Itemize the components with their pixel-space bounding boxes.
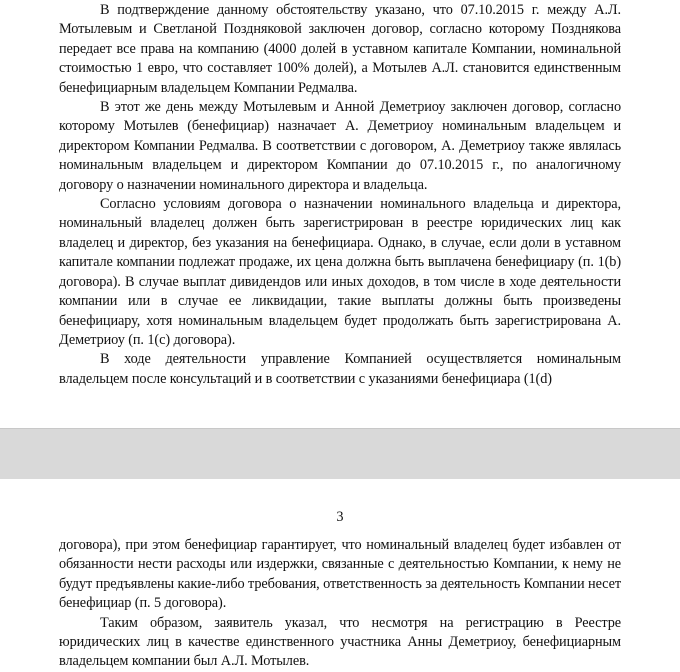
page-separator	[0, 428, 680, 480]
page-text-block	[59, 1, 621, 389]
page-number: 3	[336, 509, 344, 525]
paragraph: Таким образом, заявитель указал, что несмотря на регистрацию в Реестре юридических лиц в качестве единственного участника Анны Деметриоу, бенефициарным владельцем компании был А.Л. Мотылев.	[59, 614, 621, 670]
page-text-block	[59, 536, 621, 672]
paragraph: В ходе деятельности управление Компанией осуществляется номинальным владельцем после консультаций и в соответствии с указаниями бенефициара (1(d)	[59, 351, 621, 387]
document-page-bottom	[0, 479, 680, 670]
paragraph: Согласно условиям договора о назначении номинального владельца и директора, номинальный владелец должен быть зарегистрирован в реестре юридических лиц как владелец и директор, без указания на бенефициара. Однако, в случае, если доли в уставном капитале компании подлежат продаже, их цена должна быть выплачена бенефициару (п. 1(b) договора). В случае выплат дивидендов или иных доходов, в том числе в ходе деятельности компании или в случае ее ликвидации, такие выплаты должны быть произведены бенефициару, хотя номинальным владельцем будет продолжать быть зарегистрирована А. Деметриоу (п. 1(с) договора).	[59, 196, 621, 348]
paragraph: договора), при этом бенефициар гарантирует, что номинальный владелец будет избавлен от обязанности нести расходы или издержки, связанные с деятельностью Компании, к нему не будут предъявлены какие-либо требования, ответственность за деятельность Компании несет бенефициар (п. 5 договора).	[59, 537, 621, 612]
paragraph: В подтверждение данному обстоятельству указано, что 07.10.2015 г. между А.Л. Мотылевым и Светланой Поздняковой заключен договор, согласно которому Позднякова передает все права на компанию (4000 долей в уставном капитале Компании, номинальной стоимостью 1 евро, что составляет 100% долей), а Мотылев А.Л. становится единственным бенефициарным владельцем Компании Редмалва.	[59, 2, 621, 96]
paragraph: В этот же день между Мотылевым и Анной Деметриоу заключен договор, согласно которому Мотылев (бенефициар) назначает А. Деметриоу номинальным владельцем и директором Компании Редмалва. В соответствии с договором, А. Деметриоу также являлась номинальным владельцем и директором Компании до 07.10.2015 г., по аналогичному договору о назначении номинального директора и владельца.	[59, 99, 621, 193]
